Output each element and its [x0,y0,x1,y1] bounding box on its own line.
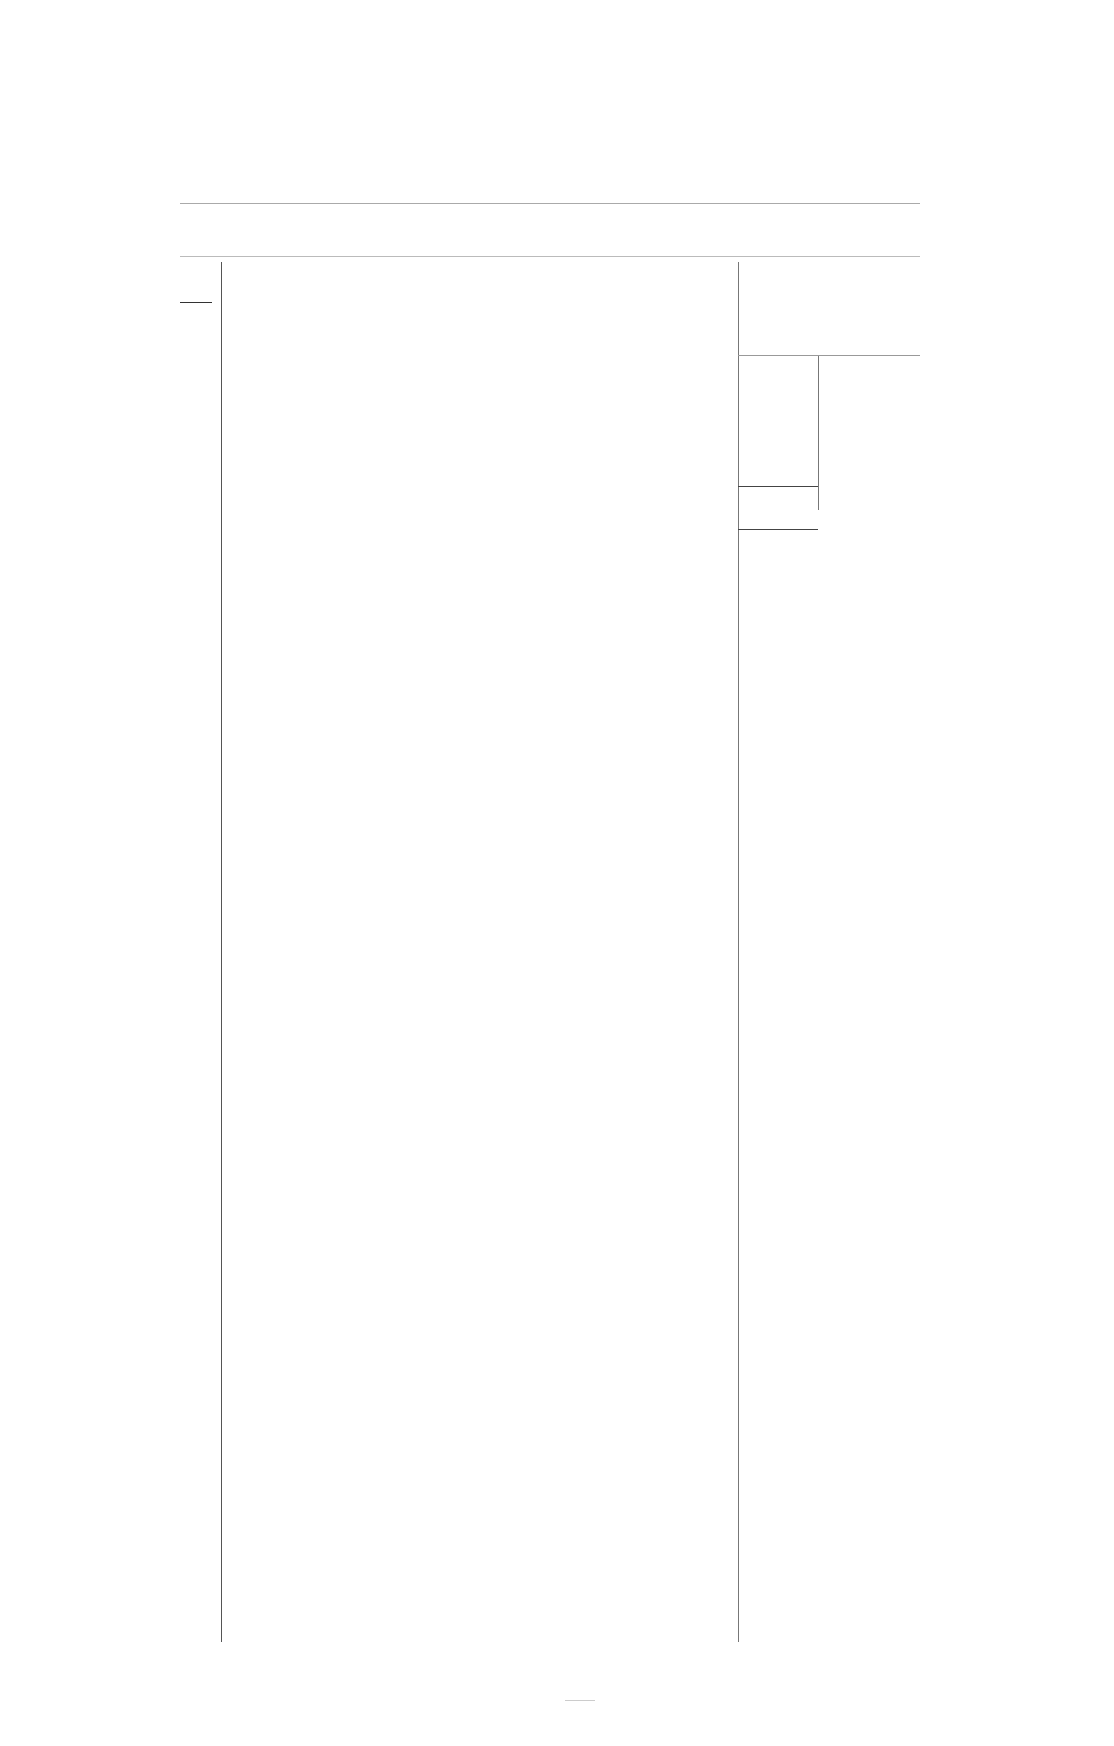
subtotal-rule-bottom [738,529,818,530]
item-column-divider [221,262,222,1642]
year-rule [738,355,920,356]
bottom-mark [565,1700,595,1701]
amount-column-divider [738,262,739,1642]
item-label-rule [180,302,212,303]
title-rule [180,203,920,204]
heading-rule [180,256,920,257]
subtotal-column-divider [818,355,819,510]
subtotal-rule-top [738,486,818,487]
